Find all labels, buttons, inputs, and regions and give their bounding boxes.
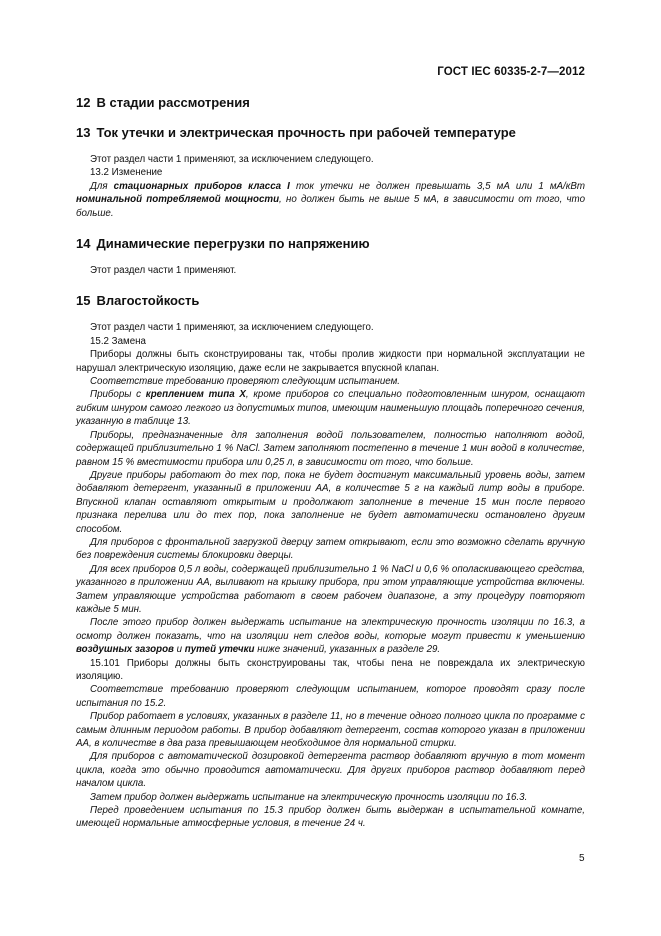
subclause-heading: 15.2 Замена xyxy=(90,335,146,347)
text-run: ниже значений, указанных в разделе 29. xyxy=(254,644,441,656)
section-title: Динамические перегрузки по напряжению xyxy=(96,236,370,252)
text-run: ток утечки не должен превышать 3,5 мА или 1 мА/кВт xyxy=(289,180,585,192)
paragraph: Для приборов с фронтальной загрузкой дверцу затем открывают, если это возможно сделать вручную без повреждения системы блокировки дверцы. xyxy=(76,536,585,562)
section-number: 13 xyxy=(76,125,91,140)
paragraph xyxy=(76,616,585,656)
text-run: , но должен быть не выше 5 мА, в зависимости от того, что больше. xyxy=(76,194,585,219)
paragraph: Приборы, предназначенные для заполнения водой пользователем, полностью наполняют водой, содержащей приблизительно 1 % NaCl. Затем заполняют постепенно в течение 1 мин водой в количестве, равном 15 % вместимости прибора или 0,25 л, в зависимости от того, что больше. xyxy=(76,429,585,468)
paragraph xyxy=(76,388,585,428)
paragraph: Приборы должны быть сконструированы так, чтобы пролив жидкости при нормальной эксплуатации не нарушал электрическую изоляцию, даже если не закрывается впускной клапан. xyxy=(76,349,585,374)
defined-term: стационарных приборов класса I xyxy=(113,180,290,192)
section-number: 15 xyxy=(76,293,91,309)
text-run: После этого прибор должен выдержать испытание на электрическую прочность изоляции по 16.3, а осмотр должен показать, что на изоляции нет следов воды, которые могут привести к уменьшению xyxy=(76,617,585,642)
defined-term: путей утечки xyxy=(184,644,255,656)
text-run: и xyxy=(173,644,185,656)
text-run: Приборы с xyxy=(90,389,146,401)
paragraph: Этот раздел части 1 применяют, за исключением следующего. xyxy=(90,154,374,165)
paragraph: Для приборов с автоматической дозировкой детергента раствор добавляют вручную в тот момент цикла, когда это обычно проводится автоматически. Для других приборов раствор добавляют перед началом цикла. xyxy=(76,751,585,790)
paragraph: Этот раздел части 1 применяют, за исключением следующего. xyxy=(90,322,374,334)
defined-term: креплением типа X xyxy=(145,389,246,401)
text-run: , кроме приборов со специально подготовленным шнуром, оснащают гибким шнуром самого легкого из допустимых типов, имеющим наименьшую площадь поперечного сечения, указанную в таблице 13. xyxy=(76,389,585,428)
paragraph: Перед проведением испытания по 15.3 прибор должен быть выдержан в испытательной комнате, имеющей нормальные атмосферные условия, в течение 24 ч. xyxy=(76,805,585,830)
paragraph: Прибор работает в условиях, указанных в разделе 11, но в течение одного полного цикла по программе с самым длинным периодом работы. В прибор добавляют детергент, состав которого указан в приложении АА, в количестве в два раза превышающем необходимое для нормальной стирки. xyxy=(76,711,585,750)
section-15-heading xyxy=(76,293,585,309)
page-content xyxy=(76,95,585,831)
paragraph: 15.101 Приборы должны быть сконструированы так, чтобы пена не повреждала их электрическую изоляцию. xyxy=(76,657,585,682)
paragraph: Этот раздел части 1 применяют. xyxy=(90,265,237,277)
defined-term: номинальной потребляемой мощности xyxy=(76,194,280,206)
section-title: Влагостойкость xyxy=(96,293,200,309)
paragraph: Другие приборы работают до тех пор, пока не будет достигнут максимальный уровень воды, затем добавляют детергент, указанный в приложении АА, в количестве 5 г на каждый литр воды в приборе. Впускной клапан оставляют открытым и продолжают заполнение в течение 15 мин после первого признака перелива или до тех пор, пока заполнение не будет автоматически остановлено другим способом. xyxy=(76,469,585,535)
defined-term: воздушных зазоров xyxy=(76,644,174,656)
section-title: Ток утечки и электрическая прочность при рабочей температуре xyxy=(96,125,516,140)
section-13-heading xyxy=(76,125,585,141)
paragraph: Соответствие требованию проверяют следующим испытанием. xyxy=(90,376,400,388)
subclause-heading: 13.2 Изменение xyxy=(90,167,163,179)
section-12-heading xyxy=(76,95,585,111)
document-code: ГОСТ IEC 60335-2-7—2012 xyxy=(437,66,585,78)
page-number: 5 xyxy=(579,853,585,864)
paragraph: Соответствие требованию проверяют следующим испытанием, которое проводят сразу после испытания по 15.2. xyxy=(76,684,585,709)
section-number: 14 xyxy=(76,236,91,252)
section-number: 12 xyxy=(76,95,91,110)
paragraph: Затем прибор должен выдержать испытание на электрическую прочность изоляции по 16.3. xyxy=(90,791,528,803)
section-14-heading xyxy=(76,236,585,252)
paragraph xyxy=(76,180,585,220)
section-title: В стадии рассмотрения xyxy=(96,95,250,110)
text-run: Для xyxy=(90,180,114,192)
paragraph: Для всех приборов 0,5 л воды, содержащей приблизительно 1 % NaCl и 0,6 % ополаскивающего средства, указанного в приложении АА, выливают на крышку прибора, при этом управляющие устройства включены. Затем управляющие устройства работают в своем рабочем диапазоне, а эту процедуру повторяют каждые 5 мин. xyxy=(76,563,585,615)
